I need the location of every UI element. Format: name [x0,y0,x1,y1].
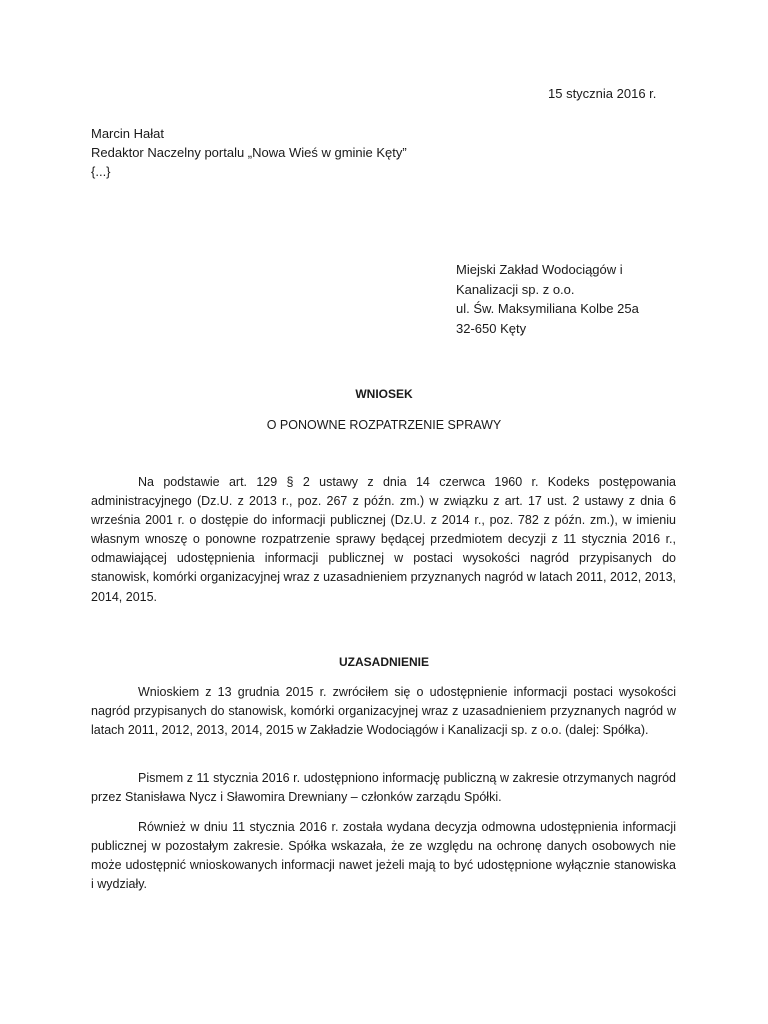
justification-paragraph-2: Pismem z 11 stycznia 2016 r. udostępniono informację publiczną w zakresie otrzymanych nagród przez Stanisława Nycz i Sławomira Drewniany – członków zarządu Spółki. [91,771,676,805]
letter-date: 15 stycznia 2016 r. [548,86,657,101]
sender-title: Redaktor Naczelny portalu „Nowa Wieś w gminie Kęty” [91,145,407,160]
document-subheading: O PONOWNE ROZPATRZENIE SPRAWY [266,418,502,432]
recipient-line-2: Kanalizacji sp. z o.o. [456,281,575,297]
sender-address: {...} [91,164,111,179]
sender-name: Marcin Hałat [91,126,164,141]
document-heading: WNIOSEK [355,387,413,401]
justification-heading: UZASADNIENIE [338,655,429,669]
recipient-line-4: 32-650 Kęty [456,320,527,336]
recipient-block [456,260,639,338]
recipient-line-1: Miejski Zakład Wodociągów i [456,262,623,277]
request-paragraph: Na podstawie art. 129 § 2 ustawy z dnia 14 czerwca 1960 r. Kodeks postępowania administracyjnego (Dz.U. z 2013 r., poz. 267 z późn. zm.) w związku z art. 17 ust. 2 ustawy z dnia 6 września 2001 r. o dostępie do informacji publicznej (Dz.U. z 2014 r., poz. 782 z późn. zm.), w imieniu własnym wnoszę o ponowne rozpatrzenie sprawy będącej przedmiotem decyzji z 11 stycznia 2016 r., odmawiającej udostępnienia informacji publicznej w postaci wysokości nagród przypisanych do stanowisk, komórki organizacyjnej wraz z uzasadnieniem przyznanych nagród w latach 2011, 2012, 2013, 2014, 2015. [91,475,676,604]
recipient-line-3: ul. Św. Maksymiliana Kolbe 25a [456,301,639,316]
sender-block [91,124,407,181]
justification-paragraph-3: Również w dniu 11 stycznia 2016 r. została wydana decyzja odmowna udostępnienia informacji publicznej w pozostałym zakresie. Spółka wskazała, że ze względu na ochronę danych osobowych nie może udostępnić wnioskowanych informacji nawet jeżeli mają to być udostępnione wyłącznie stanowiska i wydziały. [91,820,676,892]
justification-paragraph-1: Wnioskiem z 13 grudnia 2015 r. zwróciłem się o udostępnienie informacji postaci wysokości nagród przypisanych do stanowisk, komórki organizacyjnej wraz z uzasadnieniem przyznanych nagród w latach 2011, 2012, 2013, 2014, 2015 w Zakładzie Wodociągów i Kanalizacji sp. z o.o. (dalej: Spółka). [91,685,676,738]
